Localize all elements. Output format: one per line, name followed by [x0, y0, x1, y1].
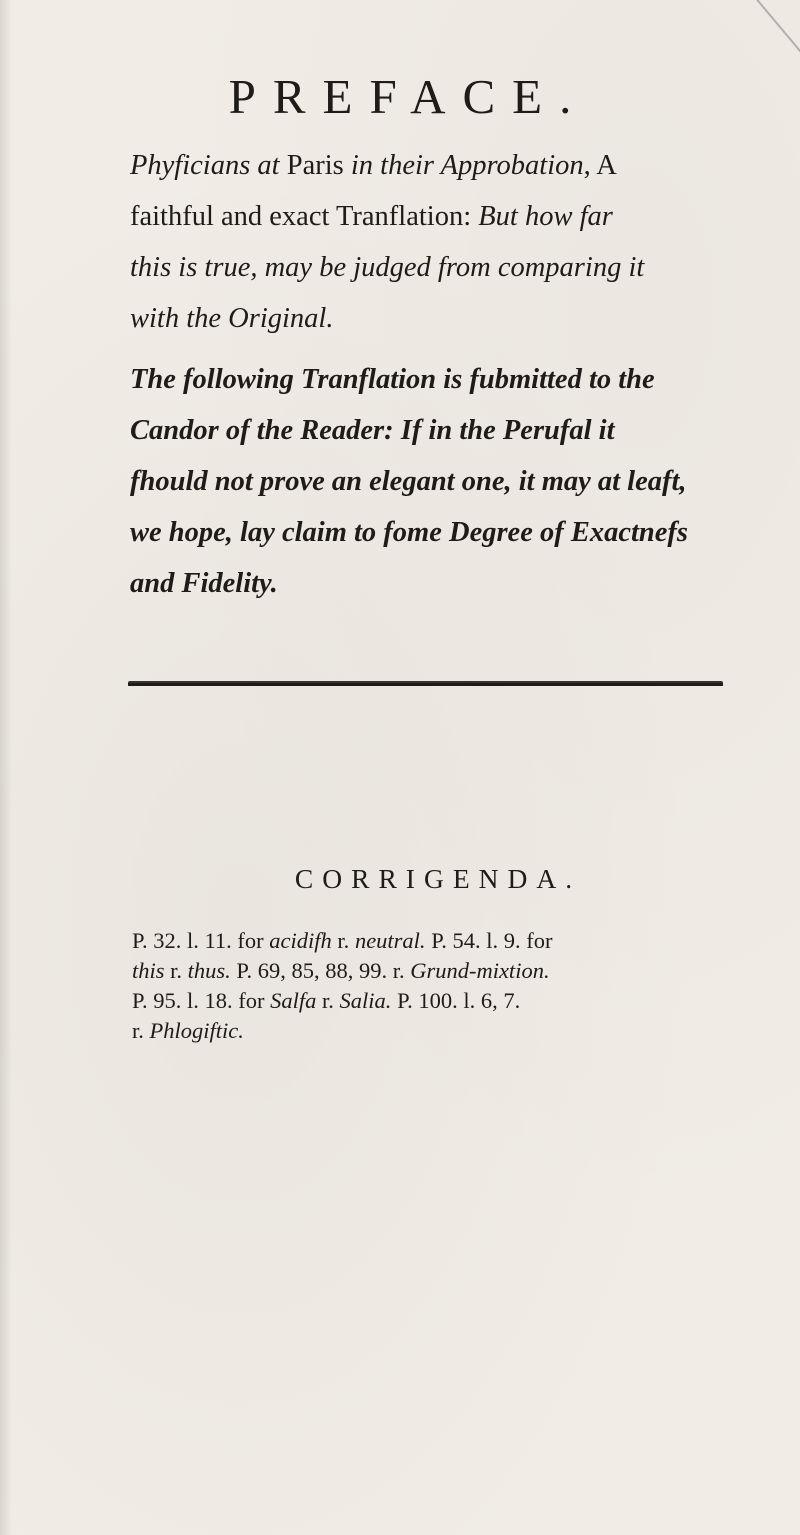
corrigenda-line — [132, 986, 772, 1016]
text-run: P. 95. l. 18. for — [132, 988, 271, 1013]
text-run: Grund-mixtion. — [410, 958, 550, 983]
text-run: r. — [316, 988, 340, 1013]
text-run: r. — [164, 958, 188, 983]
text-run: , A — [583, 150, 617, 181]
submission-line: fhould not prove an elegant one, it may at leaft, — [130, 466, 687, 497]
text-run: But how far — [478, 201, 613, 232]
text-run: P. 54. l. 9. for — [425, 928, 553, 953]
preface-line — [130, 140, 770, 191]
preface-paragraph — [130, 140, 770, 344]
text-run: P. 69, 85, 88, 99. r. — [230, 958, 411, 983]
preface-line — [130, 191, 770, 242]
submission-paragraph — [130, 354, 770, 609]
text-run: Paris — [286, 150, 351, 181]
corrigenda-line — [132, 926, 772, 956]
text-run: r. — [331, 928, 355, 953]
text-run: Salfa — [270, 988, 317, 1013]
corrigenda-heading: CORRIGENDA. — [294, 863, 582, 894]
page-heading: PREFACE. — [228, 69, 589, 124]
text-run: with the Original. — [130, 303, 334, 334]
text-run: thus. — [187, 958, 231, 983]
text-run: this is true, may be judged from comparing it — [130, 252, 645, 283]
text-run: r. — [132, 1018, 150, 1043]
corrigenda-line — [132, 956, 772, 986]
submission-line: we hope, lay claim to fome Degree of Exactnefs — [130, 517, 689, 548]
submission-line: and Fidelity. — [130, 568, 278, 599]
text-run: neutral. — [354, 928, 426, 953]
page-crease — [756, 0, 800, 60]
text-run: P. 100. l. 6, 7. — [391, 988, 521, 1013]
text-run: P. 32. l. 11. for — [132, 928, 270, 953]
text-run: Phlogiftic. — [149, 1018, 244, 1043]
preface-line — [130, 293, 770, 344]
text-run: in their Approbation — [350, 150, 584, 181]
text-run: Salia. — [339, 988, 392, 1013]
corrigenda-line — [132, 1016, 772, 1046]
text-run: faithful and exact Tranflation: — [130, 201, 479, 232]
corrigenda-list — [132, 926, 772, 1046]
page-binding-shadow — [0, 0, 12, 1535]
text-run: acidifh — [269, 928, 332, 953]
section-divider-rule — [128, 681, 723, 687]
submission-line: The following Tranflation is fubmitted to the — [130, 364, 655, 395]
text-run: Phyficians at — [130, 150, 287, 181]
preface-line — [130, 242, 770, 293]
text-run: this — [132, 958, 165, 983]
submission-line: Candor of the Reader: If in the Perufal it — [130, 415, 615, 446]
